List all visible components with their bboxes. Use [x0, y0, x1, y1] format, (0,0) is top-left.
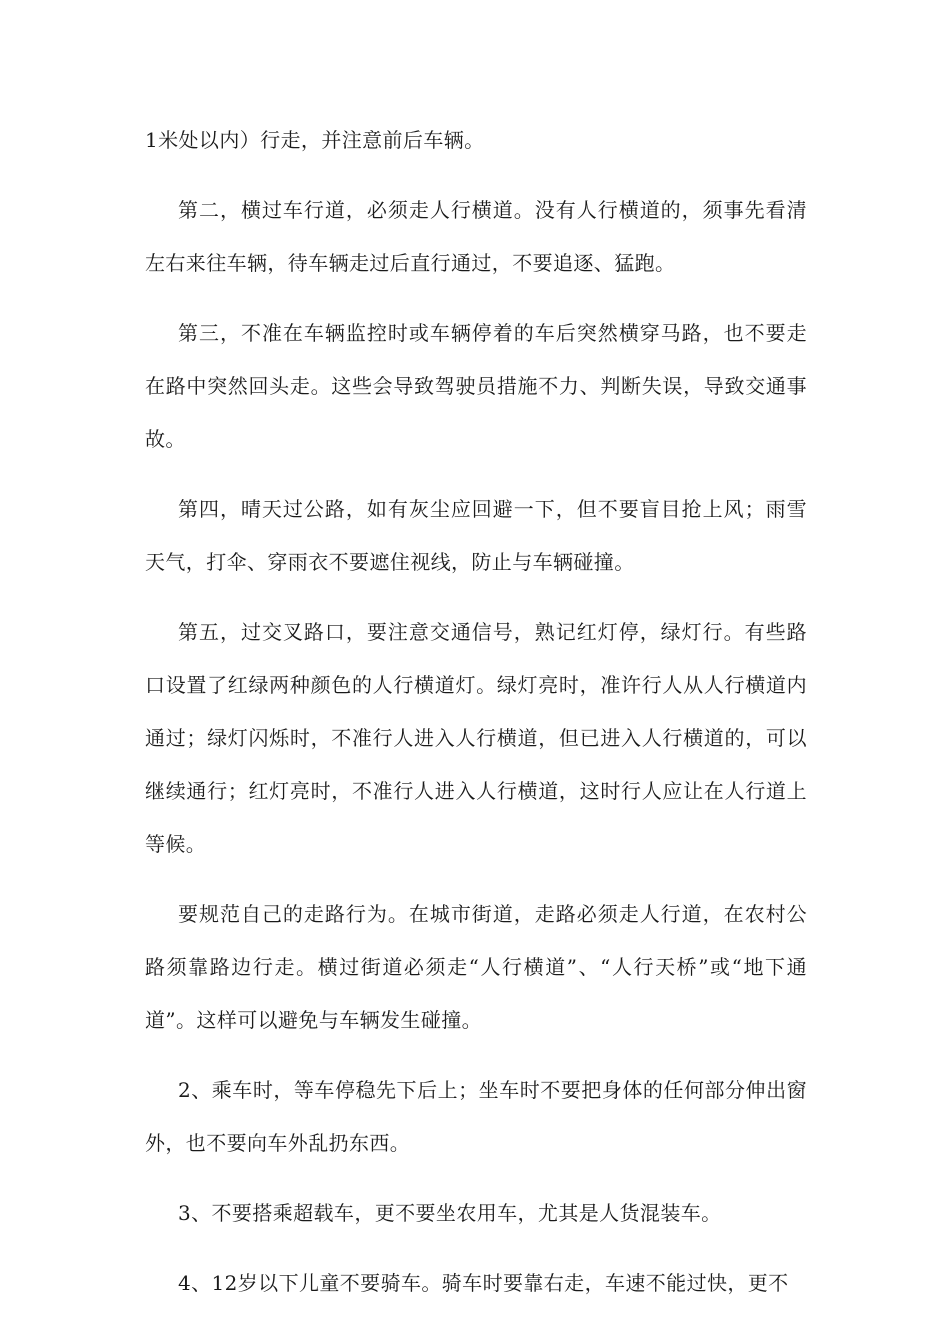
- paragraph-third-rule: 第三，不准在车辆监控时或车辆停着的车后突然横穿马路，也不要走在路中突然回头走。这些会导致驾驶员措施不力、判断失误，导致交通事故。: [145, 321, 807, 451]
- paragraph-second-rule: 第二，横过车行道，必须走人行横道。没有人行横道的，须事先看清左右来往车辆，待车辆走过后直行通过，不要追逐、猛跑。: [145, 198, 807, 275]
- paragraph-fourth-rule: 第四，晴天过公路，如有灰尘应回避一下，但不要盲目抢上风；雨雪天气，打伞、穿雨衣不要遮住视线，防止与车辆碰撞。: [145, 497, 807, 574]
- paragraph-item-4-cycling: 4、12岁以下儿童不要骑车。骑车时要靠右走，车速不能过快，更不: [178, 1271, 789, 1295]
- paragraph-walking-behavior: 要规范自己的走路行为。在城市街道，走路必须走人行道，在农村公路须靠路边行走。横过街道必须走“人行横道”、“人行天桥”或“地下通道”。这样可以避免与车辆发生碰撞。: [145, 902, 807, 1032]
- paragraph-item-3-overloaded: 3、不要搭乘超载车，更不要坐农用车，尤其是人货混装车。: [178, 1201, 722, 1225]
- document-body: [145, 114, 807, 1327]
- paragraph-continuation: 1米处以内）行走，并注意前后车辆。: [145, 128, 485, 152]
- paragraph-fifth-rule: 第五，过交叉路口，要注意交通信号，熟记红灯停，绿灯行。有些路口设置了红绿两种颜色的人行横道灯。绿灯亮时，准许行人从人行横道内通过；绿灯闪烁时，不准行人进入人行横道，但已进入人行横道的，可以继续通行；红灯亮时，不准行人进入人行横道，这时行人应让在人行道上等候。: [145, 620, 807, 856]
- paragraph-item-2-riding: 2、乘车时，等车停稳先下后上；坐车时不要把身体的任何部分伸出窗外，也不要向车外乱扔东西。: [145, 1078, 807, 1155]
